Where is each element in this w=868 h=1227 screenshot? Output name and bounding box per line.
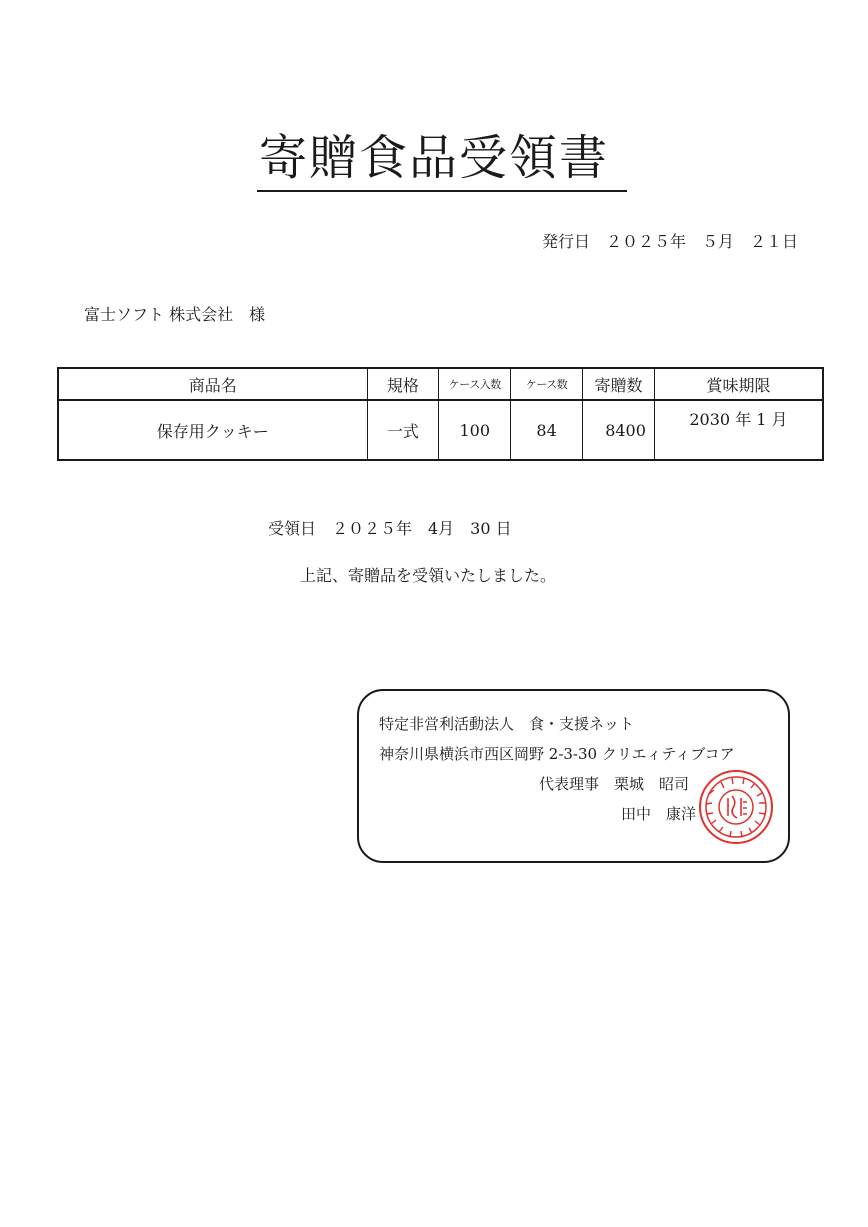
document-title: 寄贈食品受領書 <box>258 130 609 186</box>
recipient-name: 富士ソフト 株式会社 様 <box>84 305 266 324</box>
issuer-address: 神奈川県横浜市西区岡野 2-3-30 クリエィティブコア <box>379 745 735 763</box>
header-case-count: ケース数 <box>511 368 583 400</box>
seal-stamp-icon <box>697 768 775 846</box>
table-row <box>58 400 823 460</box>
title-underline <box>257 190 627 192</box>
issue-date: 発行日 ２０２５年 ５月 ２１日 <box>541 232 798 251</box>
issuer-organization: 特定非営利活動法人 食・支援ネット <box>379 715 635 733</box>
cell-product-name: 保存用クッキー <box>58 400 367 460</box>
header-product-name: 商品名 <box>58 368 367 400</box>
header-donation-quantity: 寄贈数 <box>582 368 654 400</box>
receipt-date: 受領日 ２０２５年 4月 30 日 <box>268 519 512 538</box>
header-expiry: 賞味期限 <box>654 368 823 400</box>
header-spec: 規格 <box>367 368 439 400</box>
cell-expiry: 2030 年 1 月 <box>654 400 823 460</box>
cell-spec: 一式 <box>367 400 439 460</box>
issuer-representative-2: 田中 康洋 <box>621 805 697 823</box>
cell-case-count: 84 <box>511 400 583 460</box>
header-units-per-case: ケース入数 <box>439 368 511 400</box>
issuer-representative-1: 代表理事 栗城 昭司 <box>539 775 690 793</box>
table-header-row <box>58 368 823 400</box>
donation-table <box>57 367 824 461</box>
receipt-statement: 上記、寄贈品を受領いたしました。 <box>300 566 557 585</box>
cell-units-per-case: 100 <box>439 400 511 460</box>
cell-donation-quantity: 8400 <box>582 400 654 460</box>
